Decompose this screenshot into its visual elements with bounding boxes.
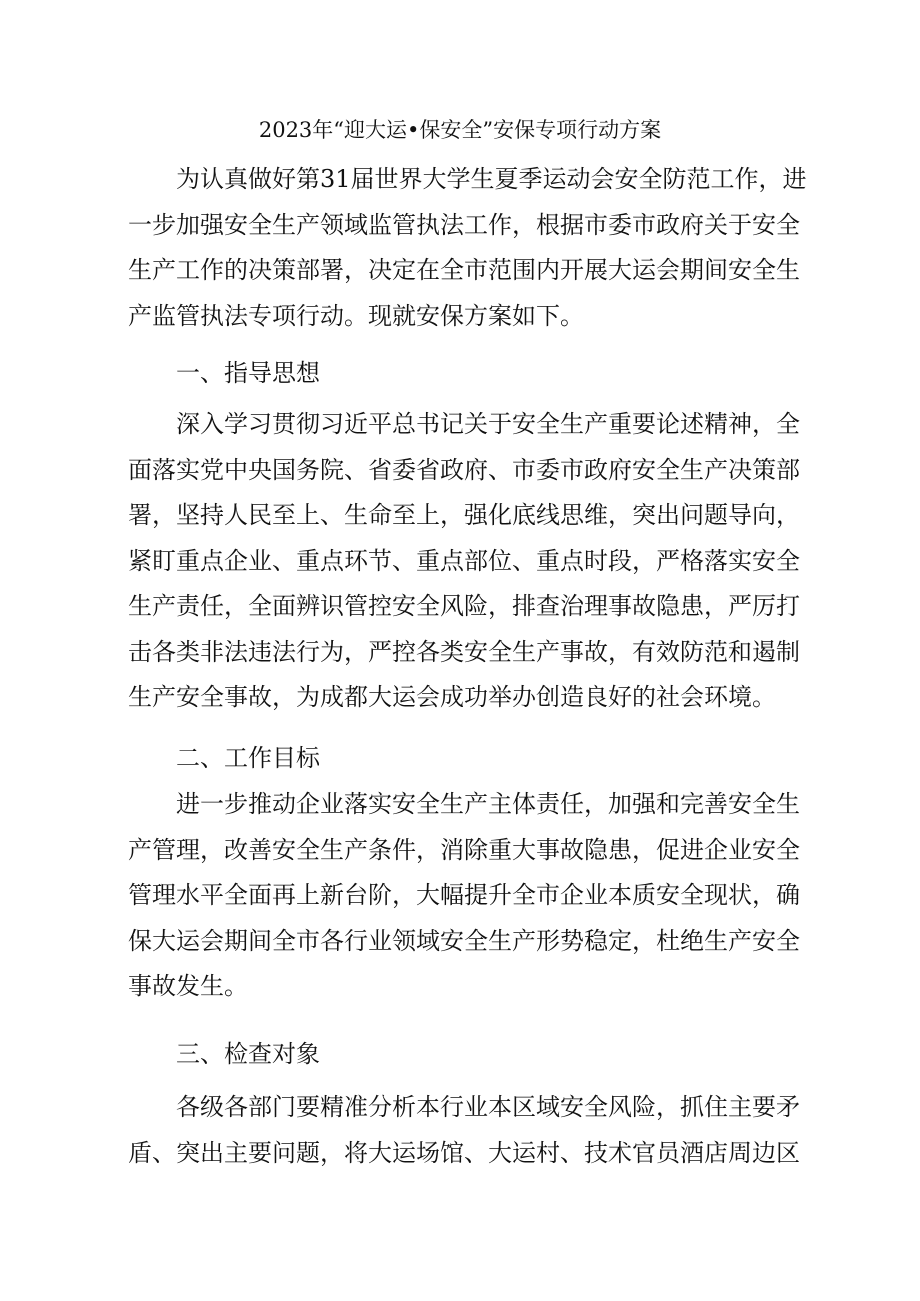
paragraph-line: 保大运会期间全市各行业领域安全生产形势稳定，杜绝生产安全	[128, 926, 800, 955]
paragraph-line: 面落实党中央国务院、省委省政府、市委市政府安全生产决策部	[128, 455, 800, 484]
paragraph-line: 事故发生。	[128, 972, 248, 1000]
paragraph-line: 盾、突出主要问题，将大运场馆、大运村、技术官员酒店周边区	[128, 1138, 800, 1167]
document-title: 2023年“迎大运•保安全”安保专项行动方案	[258, 118, 662, 142]
paragraph-line: 为认真做好第31届世界大学生夏季运动会安全防范工作，进	[176, 165, 807, 193]
paragraph-line: 紧盯重点企业、重点环节、重点部位、重点时段，严格落实安全	[128, 546, 800, 575]
work-goals-paragraph	[128, 782, 800, 1010]
section-heading-inspection-targets: 三、检查对象	[176, 1040, 320, 1068]
paragraph-line: 管理水平全面再上新台阶，大幅提升全市企业本质安全现状，确	[128, 881, 800, 909]
guiding-ideology-paragraph	[128, 402, 800, 721]
paragraph-line: 产监管执法专项行动。现就安保方案如下。	[128, 301, 584, 330]
section-heading-guiding-ideology: 一、指导思想	[176, 359, 320, 387]
paragraph-line: 各级各部门要精准分析本行业本区域安全风险，抓住主要矛	[176, 1093, 800, 1121]
paragraph-line: 击各类非法违法行为，严控各类安全生产事故，有效防范和遏制	[128, 637, 800, 666]
paragraph-line: 深入学习贯彻习近平总书记关于安全生产重要论述精神，全	[176, 410, 800, 438]
paragraph-line: 产管理，改善安全生产条件，消除重大事故隐患，促进企业安全	[128, 835, 800, 864]
section-heading-work-goals: 二、工作目标	[176, 744, 320, 772]
paragraph-line: 署，坚持人民至上、生命至上，强化底线思维，突出问题导向，	[128, 501, 800, 529]
paragraph-line: 生产安全事故，为成都大运会成功举办创造良好的社会环境。	[128, 683, 776, 711]
paragraph-line: 一步加强安全生产领域监管执法工作，根据市委市政府关于安全	[128, 210, 800, 239]
paragraph-line: 生产责任，全面辨识管控安全风险，排查治理事故隐患，严厉打	[128, 592, 800, 620]
paragraph-line: 生产工作的决策部署，决定在全市范围内开展大运会期间安全生	[128, 256, 800, 284]
paragraph-line: 进一步推动企业落实安全生产主体责任，加强和完善安全生	[176, 790, 800, 818]
inspection-targets-paragraph	[128, 1085, 800, 1176]
intro-paragraph	[128, 157, 807, 339]
